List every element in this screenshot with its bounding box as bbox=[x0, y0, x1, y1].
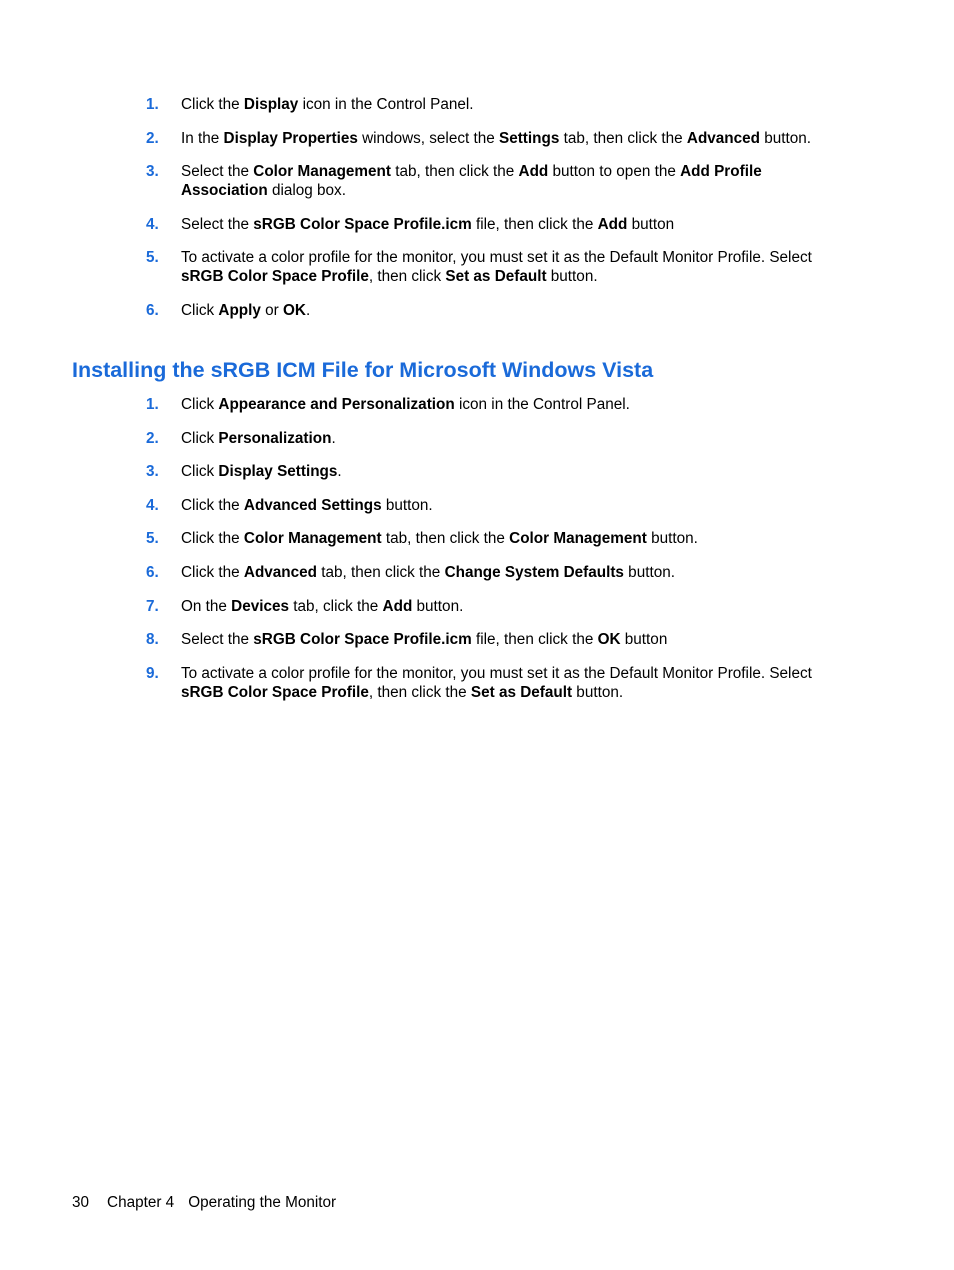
step-emphasis: Display Settings bbox=[218, 463, 338, 481]
step-text bbox=[181, 462, 851, 481]
step-text-segment: tab, then click the bbox=[381, 530, 510, 548]
step-text-segment: icon in the Control Panel. bbox=[454, 396, 630, 413]
step-text-segment: button bbox=[620, 631, 668, 649]
step-text-segment: button. bbox=[623, 563, 675, 581]
step-text bbox=[181, 496, 851, 515]
step-number: 1. bbox=[146, 396, 159, 413]
step-text-segment: Click bbox=[181, 429, 219, 447]
step-text-segment: Click the bbox=[181, 530, 244, 548]
step-text-segment: . bbox=[337, 463, 342, 481]
step-text-segment: In the bbox=[181, 129, 224, 147]
step-text-segment: Click the bbox=[181, 96, 244, 113]
step-item bbox=[0, 429, 954, 448]
step-text-segment: button. bbox=[381, 496, 433, 514]
step-emphasis: Appearance and Personalization bbox=[218, 396, 455, 413]
step-text bbox=[181, 129, 851, 148]
step-number: 5. bbox=[146, 249, 159, 267]
step-item bbox=[0, 664, 954, 702]
step-text-segment: Click the bbox=[181, 563, 244, 581]
step-item bbox=[0, 215, 954, 234]
step-emphasis: Personalization bbox=[218, 429, 332, 447]
step-number: 8. bbox=[146, 631, 159, 649]
step-text-segment: button to open the bbox=[548, 163, 681, 181]
xp-steps-list bbox=[0, 95, 954, 335]
step-emphasis: sRGB Color Space Profile.icm bbox=[253, 215, 472, 233]
step-number: 1. bbox=[146, 96, 159, 113]
step-emphasis: Display Properties bbox=[223, 129, 358, 147]
step-number: 2. bbox=[146, 129, 159, 147]
step-text-segment: or bbox=[260, 301, 284, 319]
step-emphasis: sRGB Color Space Profile.icm bbox=[253, 631, 472, 649]
step-text-segment: Click bbox=[181, 301, 219, 319]
step-emphasis: Add Profile Association bbox=[181, 163, 762, 200]
step-text-segment: . bbox=[305, 301, 311, 319]
step-number: 2. bbox=[146, 429, 159, 447]
step-item bbox=[0, 301, 954, 320]
step-number: 3. bbox=[146, 463, 159, 481]
step-text-segment: tab, click the bbox=[289, 597, 383, 615]
step-text bbox=[181, 563, 851, 582]
step-number: 3. bbox=[146, 163, 159, 181]
step-item bbox=[0, 95, 954, 114]
step-item bbox=[0, 462, 954, 481]
step-item bbox=[0, 162, 954, 200]
step-text bbox=[181, 630, 851, 649]
step-text-segment: Select the bbox=[181, 631, 254, 649]
step-text-segment: . bbox=[331, 429, 336, 447]
step-emphasis: Add bbox=[518, 163, 549, 181]
step-text bbox=[181, 597, 851, 616]
step-emphasis: Set as Default bbox=[470, 683, 573, 701]
step-emphasis: Devices bbox=[231, 597, 290, 615]
step-item bbox=[0, 395, 954, 414]
step-number: 4. bbox=[146, 496, 159, 514]
step-text-segment: To activate a color profile for the monitor, you must set it as the Default Monitor Profile. Select bbox=[181, 664, 812, 682]
step-emphasis: sRGB Color Space Profile bbox=[181, 268, 369, 286]
step-emphasis: Color Management bbox=[509, 530, 647, 548]
step-emphasis: Display bbox=[243, 96, 299, 113]
step-text bbox=[181, 248, 851, 286]
step-text-segment: file, then click the bbox=[471, 215, 598, 233]
step-text-segment: icon in the Control Panel. bbox=[298, 96, 474, 113]
step-item bbox=[0, 248, 954, 286]
step-number: 9. bbox=[146, 664, 159, 682]
page-number: 30 bbox=[72, 1194, 90, 1211]
step-emphasis: Add bbox=[382, 597, 413, 615]
step-text bbox=[181, 95, 851, 114]
step-text-segment: tab, then click the bbox=[559, 129, 687, 147]
step-emphasis: Add bbox=[597, 215, 628, 233]
step-text-segment: button. bbox=[646, 530, 698, 548]
section-heading-vista: Installing the sRGB ICM File for Microsoft Windows Vista bbox=[72, 358, 654, 382]
step-number: 6. bbox=[146, 563, 159, 581]
step-text bbox=[181, 215, 851, 234]
step-emphasis: Change System Defaults bbox=[444, 563, 624, 581]
step-item bbox=[0, 597, 954, 616]
vista-steps-list bbox=[0, 395, 954, 716]
step-text-segment: tab, then click the bbox=[390, 163, 519, 181]
step-text-segment: button. bbox=[572, 683, 624, 701]
chapter-title: Operating the Monitor bbox=[188, 1194, 337, 1211]
step-text-segment: Click the bbox=[181, 496, 244, 514]
step-text bbox=[181, 429, 851, 448]
step-emphasis: Advanced Settings bbox=[243, 496, 382, 514]
step-text bbox=[181, 664, 851, 702]
chapter-label: Chapter 4 bbox=[107, 1194, 175, 1211]
step-text-segment: button. bbox=[760, 129, 812, 147]
step-emphasis: sRGB Color Space Profile bbox=[181, 683, 369, 701]
step-text-segment: , then click bbox=[368, 268, 446, 286]
step-item bbox=[0, 630, 954, 649]
step-item bbox=[0, 496, 954, 515]
step-emphasis: Advanced bbox=[686, 129, 760, 147]
page-footer bbox=[72, 1193, 336, 1212]
step-number: 4. bbox=[146, 215, 159, 233]
step-text-segment: , then click the bbox=[368, 683, 471, 701]
step-text-segment: Select the bbox=[181, 163, 254, 181]
step-text-segment: To activate a color profile for the monitor, you must set it as the Default Monitor Profile. Select bbox=[181, 249, 812, 267]
step-emphasis: Set as Default bbox=[445, 268, 547, 286]
step-text-segment: Click bbox=[181, 396, 219, 413]
step-item bbox=[0, 563, 954, 582]
step-text-segment: button bbox=[627, 215, 675, 233]
step-text bbox=[181, 162, 851, 200]
step-number: 6. bbox=[146, 301, 159, 319]
step-text-segment: windows, select the bbox=[357, 129, 499, 147]
step-emphasis: Advanced bbox=[243, 563, 318, 581]
step-text-segment: On the bbox=[181, 597, 232, 615]
step-emphasis: OK bbox=[597, 631, 621, 649]
step-item bbox=[0, 129, 954, 148]
step-item bbox=[0, 529, 954, 548]
step-text bbox=[181, 395, 851, 414]
step-emphasis: Apply bbox=[218, 301, 261, 319]
step-emphasis: Color Management bbox=[253, 163, 391, 181]
step-emphasis: Settings bbox=[499, 129, 560, 147]
step-number: 7. bbox=[146, 597, 159, 615]
step-emphasis: OK bbox=[283, 301, 306, 319]
step-text-segment: file, then click the bbox=[471, 631, 598, 649]
step-text-segment: tab, then click the bbox=[317, 563, 445, 581]
step-text bbox=[181, 301, 851, 320]
step-text-segment: dialog box. bbox=[267, 182, 346, 200]
step-emphasis: Color Management bbox=[243, 530, 382, 548]
step-text-segment: Click bbox=[181, 463, 219, 481]
step-number: 5. bbox=[146, 530, 159, 548]
step-text-segment: button. bbox=[412, 597, 464, 615]
step-text-segment: button. bbox=[546, 268, 598, 286]
step-text-segment: Select the bbox=[181, 215, 254, 233]
step-text bbox=[181, 529, 851, 548]
